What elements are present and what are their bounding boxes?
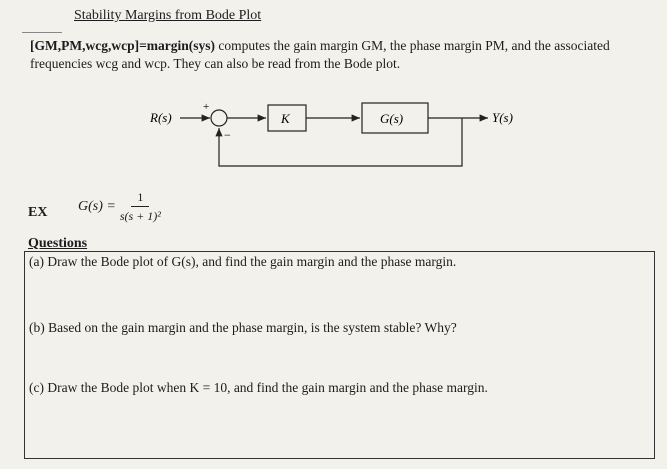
questions-box xyxy=(24,251,655,459)
question-b: (b) Based on the gain margin and the phase margin, is the system stable? Why? xyxy=(29,320,457,335)
block-g xyxy=(362,103,428,133)
block-k-label: K xyxy=(281,111,290,126)
numerator: 1 xyxy=(131,190,149,207)
input-label: R(s) xyxy=(150,110,172,125)
denominator: s(s + 1)² xyxy=(119,209,161,223)
plus-sign: + xyxy=(203,101,210,113)
feedback-path xyxy=(219,118,462,166)
questions-heading: Questions xyxy=(28,236,88,251)
equation-lhs: G(s) = xyxy=(78,199,116,214)
intro-text: computes the gain margin GM, the phase margin PM, and the associated frequencies wcg and wcp. They can also be read from the Bode plot. xyxy=(30,38,610,71)
fraction xyxy=(120,190,161,224)
summing-junction xyxy=(211,110,227,126)
page-title: Stability Margins from Bode Plot xyxy=(74,8,262,23)
example-label: EX xyxy=(28,205,48,220)
minus-sign: − xyxy=(224,128,231,142)
transfer-function xyxy=(78,190,161,224)
margin-command: [GM,PM,wcg,wcp]=margin(sys) xyxy=(30,38,216,53)
block-g-label: G(s) xyxy=(380,111,404,126)
question-a: (a) Draw the Bode plot of G(s), and find the gain margin and the phase margin. xyxy=(29,254,457,269)
output-label: Y(s) xyxy=(492,110,513,125)
intro-paragraph xyxy=(30,37,650,73)
question-c: (c) Draw the Bode plot when K = 10, and find the gain margin and the phase margin. xyxy=(29,380,488,395)
divider xyxy=(22,32,62,33)
block-k xyxy=(268,105,306,131)
